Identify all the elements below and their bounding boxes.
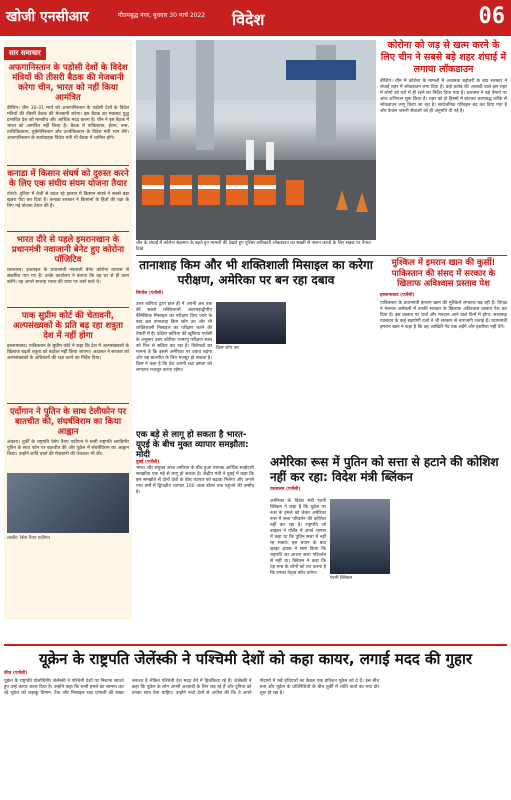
missile-headline: तानाशाह किम और भी शक्तिशाली मिसाइल का करेगा परीक्षण, अमेरिका पर बन रहा दबाव — [139, 258, 373, 287]
blinken-photo — [330, 499, 390, 574]
blinken-story — [270, 455, 507, 635]
divider — [7, 231, 129, 232]
imran-headline: मुश्किल में इमरान खान की कुर्सी! पाकिस्तान की संसद में सरकार के खिलाफ अविश्वास प्रस्ताव पेश — [391, 258, 496, 289]
brief-news-column — [4, 40, 132, 620]
zelensky-headline: यूक्रेन के राष्ट्रपति जेलेंस्की ने पश्चिमी देशों को कहा कायर, लगाई मदद की गुहार — [38, 650, 473, 668]
missile-dateline: सियोल (एजेंसी) — [136, 291, 164, 296]
photo-caption-erdogan: तस्वीर: रेसेप तैयप एर्दोगान — [7, 536, 51, 541]
zelensky-dateline: कीव (एजेंसी) — [4, 671, 28, 676]
imran-story — [380, 258, 507, 458]
page-number: 06 — [478, 4, 505, 29]
brief-headline-4: पाक सुप्रीम कोर्ट की चेतावनी, अल्पसंख्यकों के प्रति बढ़ रहा शत्रुता देश में नहीं होगा — [13, 311, 123, 341]
newspaper-logo: खोजी एनसीआर — [6, 9, 89, 25]
zelensky-body: यूक्रेन के राष्ट्रपति वोलोदिमीर जेलेंस्की ने पश्चिमी देशों पर निशाना साधते हुए उन्हें कायर करार दिया है। उन्होंने कहा कि रूसी हमले का सामना कर रहे यूक्रेन को लड़ाकू विमान, टैंक और मिसाइल रक्षा प्रणाली की सख्त जरूरत है लेकिन पश्चिमी देश मदद देने में हिचकिचा रहे हैं। जेलेंस्की ने कहा कि यूक्रेन के लोग अपनी आजादी के लिए लड़ रहे हैं और दुनिया को उनका साथ देना चाहिए। उन्होंने नाटो देशों से अपील की कि वे अपने गोदामों में रखे हथियारों का केवल एक प्रतिशत यूक्रेन को दे दें। इस बीच रूस और यूक्रेन के प्रतिनिधियों के बीच तुर्की में शांति वार्ता का नया दौर शुरू हो रहा है। — [4, 679, 380, 696]
zelensky-story — [4, 650, 507, 796]
brief-body-1: बीजिंग। चीन 30-31 मार्च को अफगानिस्तान के पड़ोसी देशों के विदेश मंत्रियों की तीसरी बैठक की मेजबानी करेगा। इस बैठक का मकसद युद्ध प्रभावित देश को मानवीय और आर्थिक मदद करना है। चीन ने इस बैठक में भारत को आमंत्रित नहीं किया है। बैठक में पाकिस्तान, ईरान, रूस, ताजिकिस्तान, तुर्कमेनिस्तान और उज्बेकिस्तान के विदेश मंत्री भाग लेंगे। अफगानिस्तान के कार्यवाहक विदेश मंत्री भी बैठक में शामिल होंगे। — [7, 106, 129, 141]
shanghai-headline: कोरोना को जड़ से खत्म करने के लिए चीन ने सबसे बड़े शहर शंघाई में लगाया लॉकडाउन — [380, 40, 507, 75]
brief-headline-3: भारत दौरे से पहले इमरानखान के प्रधानमंत्री नवाजानी बेनेट हुए कोरोना पॉजिटिव — [11, 235, 125, 265]
missile-body: उत्तर कोरिया द्वारा हाल ही में अपनी अब तक की सबसे शक्तिशाली अंतरमहाद्वीपीय बैलिस्टिक मिसाइल का परीक्षण किए जाने के बाद अब तानाशाह किम जोंग उन और भी शक्तिशाली मिसाइल का परीक्षण करने की तैयारी में हैं। दक्षिण कोरिया की खुफिया एजेंसी के अनुसार उत्तर कोरिया परमाणु परीक्षण स्थल को फिर से सक्रिय कर रहा है। विशेषज्ञों का मानना है कि इससे अमेरिका पर दबाव बढ़ेगा और वह बातचीत के लिए मजबूर हो सकता है। किम ने कहा है कि देश अपनी रक्षा क्षमता को लगातार मजबूत करता रहेगा। — [136, 302, 212, 373]
brief-body-3: यरुशलम। इजराइल के प्रधानमंत्री नफ्ताली बेनेट कोरोना वायरस से संक्रमित पाए गए हैं। उनके कार्यालय ने बताया कि वह घर से ही काम करेंगे। वह अगले सप्ताह भारत की यात्रा पर आने वाले थे। — [7, 268, 129, 285]
divider — [136, 255, 507, 256]
divider — [4, 644, 507, 646]
section-title: विदेश — [232, 10, 265, 29]
masthead — [0, 0, 511, 36]
imran-dateline: इस्लामाबाद (एजेंसी) — [380, 292, 415, 298]
street-barrier-illustration — [136, 40, 376, 240]
brief-body-5: अंकारा। तुर्की के राष्ट्रपति रेसेप तैयप एर्दोगान ने रूसी राष्ट्रपति व्लादिमीर पुतिन के साथ फोन पर बातचीत की और यूक्रेन में संघर्षविराम का आह्वान किया। उन्होंने शांति वार्ता की मेजबानी की पेशकश भी की। — [7, 440, 129, 457]
kim-caption: किम जोंग उन — [216, 346, 239, 351]
brief-headline-1: अफगानिस्तान के पड़ोसी देशों के विदेश मंत्रियों की तीसरी बैठक की मेजबानी करेगा चीन, भारत को नहीं किया आमंत्रित — [8, 63, 128, 103]
uae-headline: एक बड़े से लागू हो सकता है भारत-यूएई के बीच मुक्त व्यापार समझौता: मोदी — [136, 430, 249, 460]
shanghai-story — [380, 40, 507, 235]
blinken-body: अमेरिका के विदेश मंत्री एंटनी ब्लिंकन ने कहा है कि यूक्रेन पर रूस के हमले को लेकर अमेरिका रूस में सत्ता परिवर्तन की कोशिश नहीं कर रहा है। राष्ट्रपति जो बाइडन ने पोलैंड में अपने भाषण में कहा था कि पुतिन सत्ता में नहीं रह सकते। इस बयान के बाद व्हाइट हाउस ने स्पष्ट किया कि राष्ट्रपति का आशय सत्ता परिवर्तन से नहीं था। ब्लिंकन ने कहा कि यह रूस के लोगों को तय करना है कि उनका नेतृत्व कौन करेगा। — [270, 499, 326, 576]
blinken-dateline: यरुशलम (एजेंसी) — [270, 487, 301, 492]
brief-body-4: इस्लामाबाद। पाकिस्तान के सुप्रीम कोर्ट ने कहा कि देश में अल्पसंख्यकों के खिलाफ बढ़ती शत्रुता को बर्दाश्त नहीं किया जाएगा। अदालत ने सरकार को अल्पसंख्यकों के अधिकारों की रक्षा करने का निर्देश दिया। — [7, 344, 130, 361]
uae-dateline: दुबई (एजेंसी) — [136, 460, 160, 465]
uae-body: भारत और संयुक्त अरब अमीरात के बीच हुआ व्यापक आर्थिक साझेदारी समझौता एक मई से लागू हो सकता है। केंद्रीय मंत्री ने दुबई में कहा कि इस समझौते से दोनों देशों के बीच व्यापार को बढ़ावा मिलेगा और अगले पांच वर्षों में द्विपक्षीय व्यापार 100 अरब डॉलर तक पहुंचने की उम्मीद है। — [136, 466, 254, 495]
divider — [7, 307, 129, 308]
kim-photo — [216, 302, 286, 344]
main-photo-caption: चीन के शंघाई में कोरोना संक्रमण के बढ़ते हुए मामलों की देखते हुए पुलिस अधिकारी लॉकडाउन का सख्ती से पालन कराते के लिए सड़क पर तैनात दिखे — [136, 241, 371, 252]
brief-headline-2: कनाडा में किसान संघर्ष को दुरुस्त करने के लिए एक संघीय संयम योजना तैयार — [7, 169, 129, 189]
imran-body: पाकिस्तान के प्रधानमंत्री इमरान खान की मुश्किलें लगातार बढ़ रही हैं। विपक्ष ने नेशनल असेंबली में उनकी सरकार के खिलाफ अविश्वास प्रस्ताव पेश कर दिया है। इस प्रस्ताव पर चर्चा और मतदान आने वाले दिनों में होगा। सत्तारूढ़ गठबंधन के कई सहयोगी दलों ने भी सरकार से नाराजगी जताई है। प्रधानमंत्री इमरान खान ने कहा है कि वह आखिरी गेंद तक लड़ेंगे और इस्तीफा नहीं देंगे। — [380, 300, 507, 330]
blinken-caption: एंटनी ब्लिंकन — [330, 576, 353, 581]
divider — [7, 165, 129, 166]
issue-date: गौतमबुद्ध नगर, बुधवार 30 मार्च 2022 — [118, 12, 206, 19]
column-kicker: सार समाचार — [4, 47, 46, 60]
blinken-headline: अमेरिका रूस में पुतिन को सत्ता से हटाने की कोशिश नहीं कर रहा: विदेश मंत्री ब्लिंकन — [270, 455, 499, 484]
brief-headline-5: एर्दोगान ने पुतिन के साथ टेलीफोन पर बातचीत की, संघर्षविराम का किया आह्वान — [9, 407, 127, 437]
divider — [7, 403, 129, 404]
shanghai-body: बीजिंग। चीन में कोरोना के मामलों में अचानक बढ़ोतरी के बाद सरकार ने शंघाई शहर में लॉकडाउन लगा दिया है। ढाई करोड़ की आबादी वाले इस शहर में लोगों को घरों में ही रहने का निर्देश दिया गया है। प्रशासन ने बड़े पैमाने पर जांच अभियान शुरू किया है। शहर को दो हिस्सों में बांटकर चरणबद्ध तरीके से लॉकडाउन लागू किया जा रहा है। सार्वजनिक परिवहन बंद कर दिया गया है और केवल जरूरी सेवाओं को ही अनुमति दी गई है। — [380, 79, 507, 114]
erdogan-photo — [7, 473, 129, 533]
shanghai-lockdown-photo — [136, 40, 376, 240]
brief-body-2: टोरंटो। दुनिया में तेजी से बदल रहे हालात में किसान संघर्ष ने सबसे बड़ा खतरा पैदा कर दिया है। कनाडा सरकार ने किसानों के हितों की रक्षा के लिए नई योजना तैयार की है। — [7, 192, 129, 209]
